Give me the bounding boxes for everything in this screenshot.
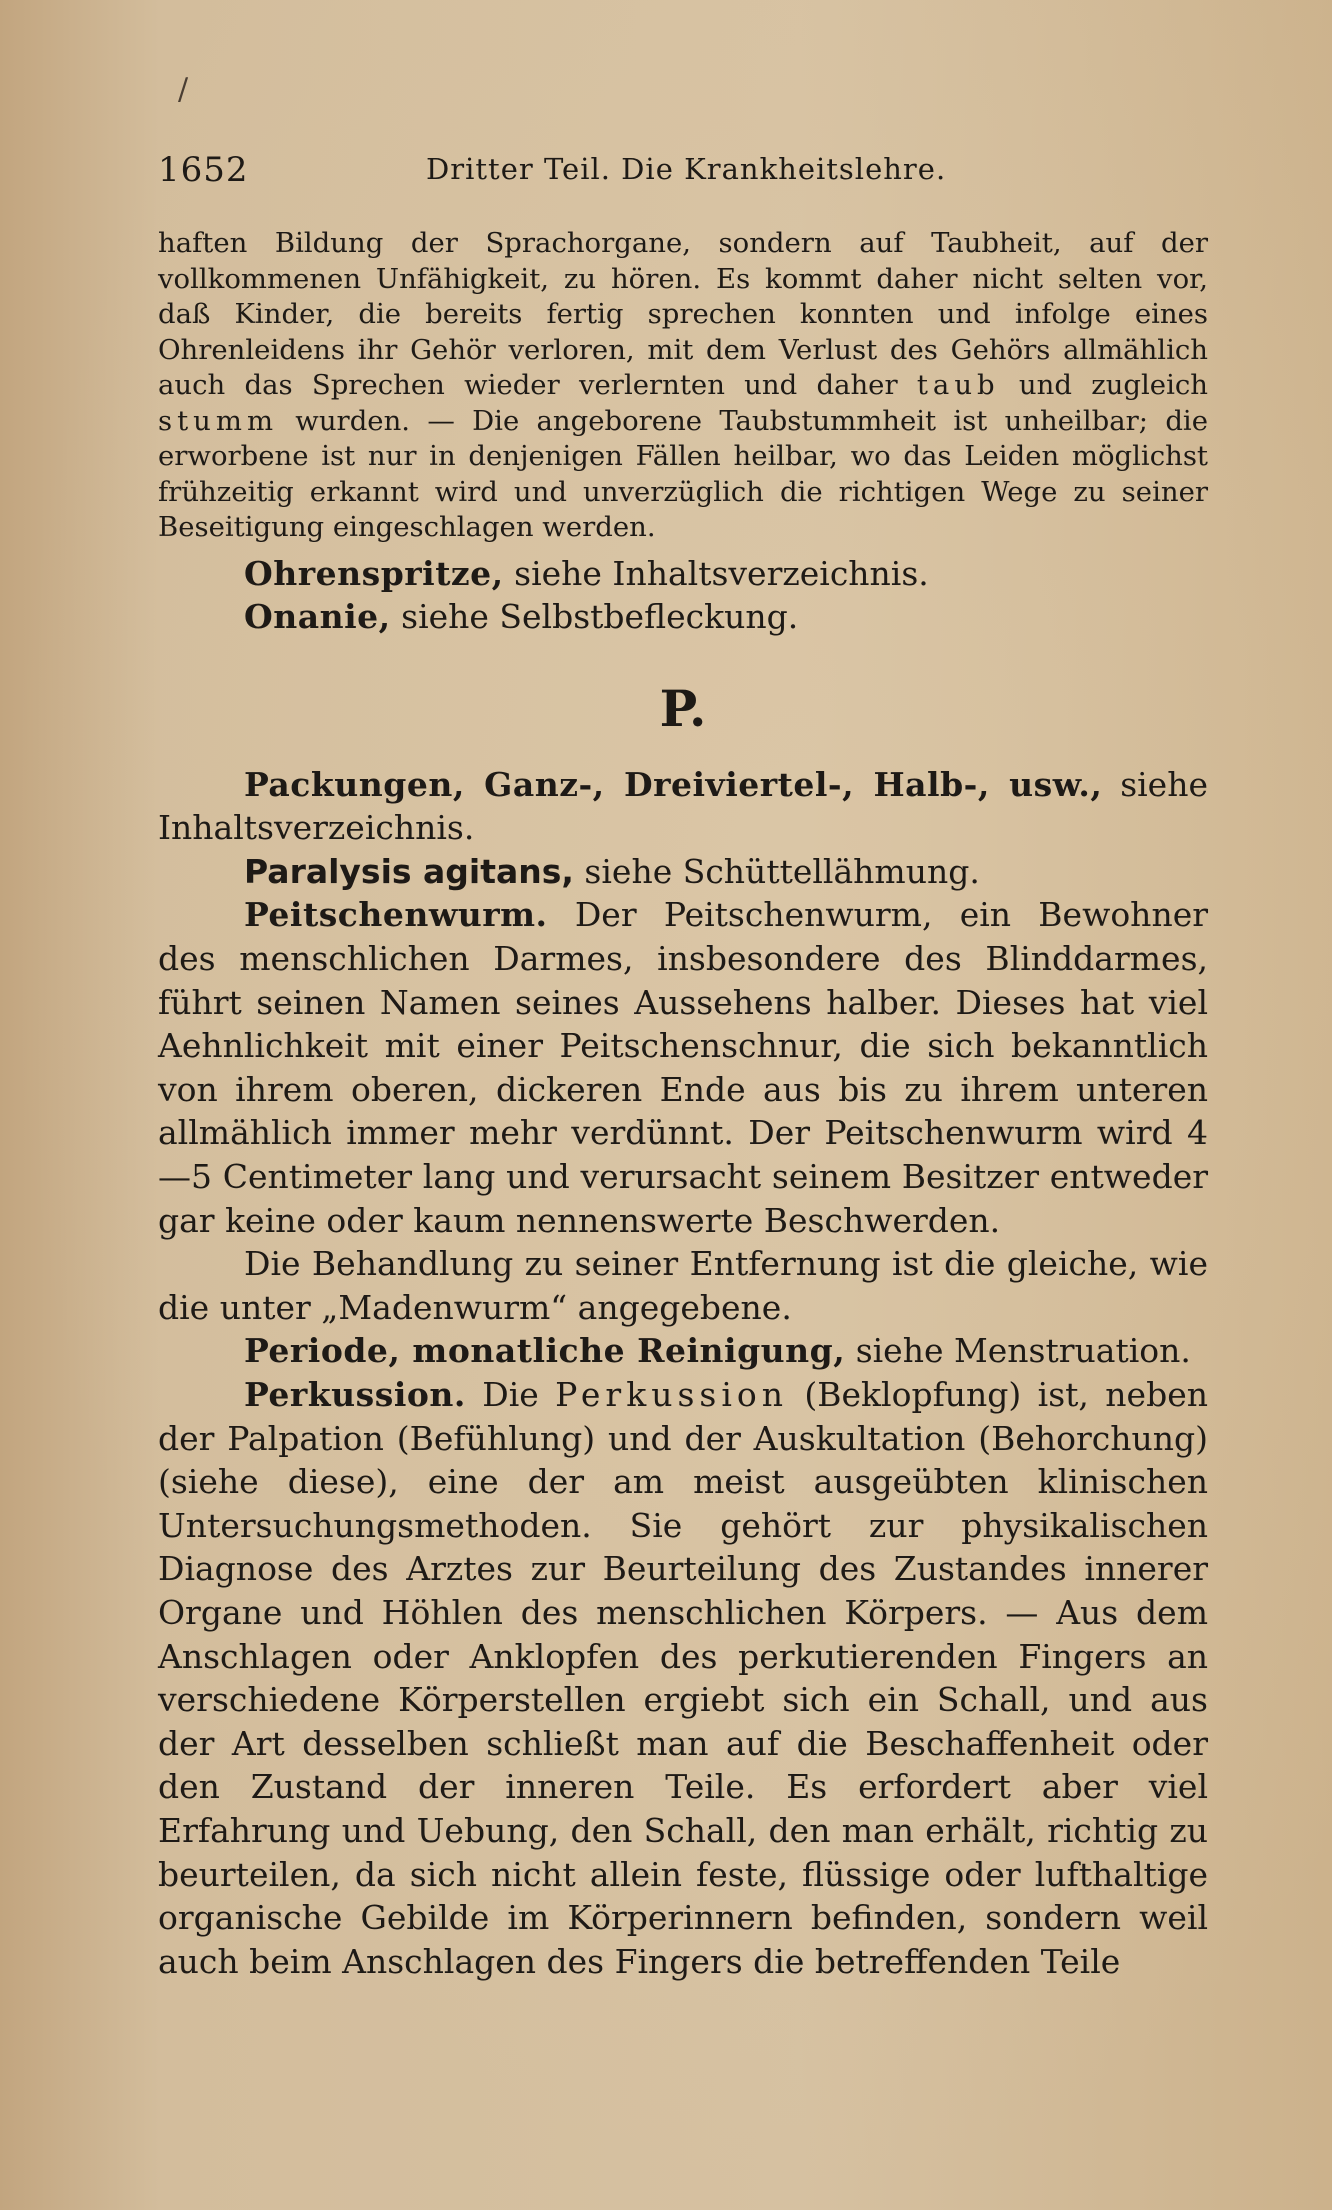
running-head [158, 150, 1208, 190]
page-body [158, 226, 1208, 1983]
entry-periode [158, 1329, 1208, 1373]
entry-text: Der Peitschenwurm, ein Bewohner des menschlichen Darmes, insbesondere des Blinddarmes, führt seinen Namen seines Aussehens halber. Dieses hat viel Aehnlichkeit mit einer Peitschenschnur, die sich bekanntlich von ihrem oberen, dickeren Ende aus bis zu ihrem unteren allmählich immer mehr verdünnt. Der Peitschenwurm wird 4—5 Centimeter lang und verursacht seinem Besitzer entweder gar keine oder kaum nennenswerte Beschwerden. [158, 895, 1208, 1240]
entry-peitschenwurm [158, 893, 1208, 1242]
paragraph-text: wurden. — Die angeborene Taubstummheit ist unheilbar; die erworbene ist nur in denjenigen Fällen heilbar, wo das Leiden möglichst frühzeitig erkannt wird und unverzüglich die richtigen Wege zu seiner Beseitigung eingeschlagen werden. [158, 404, 1208, 543]
emphasis-stumm: stumm [158, 404, 279, 437]
entry-text: siehe Selbstbefleckung. [390, 597, 799, 637]
entry-headword: Perkussion. [244, 1375, 466, 1414]
entry-onanie [158, 595, 1208, 639]
entry-text: siehe Menstruation. [845, 1331, 1191, 1371]
entry-headword: Peitschenwurm. [244, 895, 548, 935]
emphasis-taub: taub [916, 369, 1000, 401]
running-title: Dritter Teil. Die Krankheitslehre. [426, 152, 947, 186]
emphasis-perkussion: Perkussion [555, 1375, 788, 1414]
entry-headword: Onanie, [244, 597, 391, 637]
entry-text: Die [465, 1375, 556, 1414]
entry-headword: Paralysis agitans, [244, 851, 574, 891]
entry-text: siehe Schüttellähmung. [573, 851, 980, 891]
page-number: 1652 [158, 150, 249, 190]
paragraph-taubstummheit [158, 226, 1208, 546]
paragraph-text: haften Bildung der Sprachorgane, sondern auf Taubheit, auf der vollkommenen Unfähigkeit, zu hören. Es kommt daher nicht selten vor, daß Kinder, die bereits fertig sprechen konnten und infolge eines Ohrenleidens ihr Gehör verloren, mit dem Verlust des Gehörs allmählich auch das Sprechen wieder verlernten und daher [158, 227, 1208, 401]
margin-mark: / [178, 72, 189, 107]
entry-text: (Beklopfung) ist, neben der Palpation (Befühlung) und der Auskultation (Behorchung) (siehe diese), eine der am meist ausgeübten klinischen Untersuchungsmethoden. Sie gehört zur physikalischen Diagnose des Arztes zur Beurteilung des Zustandes innerer Organe und Höhlen des menschlichen Körpers. — Aus dem Anschlagen oder Anklopfen des perkutierenden Fingers an verschiedene Körperstellen ergiebt sich ein Schall, und aus der Art desselben schließt man auf die Beschaffenheit oder den Zustand der inneren Teile. Es erfordert aber viel Erfahrung und Uebung, den Schall, den man erhält, richtig zu beurteilen, da sich nicht allein feste, flüssige oder lufthaltige organische Gebilde im Körperinnern befinden, sondern weil auch beim Anschlagen des Fingers die betreffenden Teile [158, 1375, 1208, 1981]
entry-perkussion [158, 1373, 1208, 1983]
entry-paralysis [158, 850, 1208, 894]
entry-headword: Ohrenspritze, [244, 553, 504, 593]
entry-headword: Packungen, Ganz-, Dreiviertel-, Halb-, usw., [244, 764, 1103, 804]
entry-ohrenspritze [158, 552, 1208, 596]
entry-headword: Periode, monatliche Reinigung, [244, 1331, 846, 1371]
section-letter: P. [659, 678, 707, 738]
entry-text: siehe Inhaltsverzeichnis. [158, 764, 1208, 848]
entry-packungen [158, 763, 1208, 850]
paragraph-behandlung: Die Behandlung zu seiner Entfernung ist die gleiche, wie die unter „Madenwurm“ angegebene. [158, 1244, 1208, 1327]
entry-text: siehe Inhaltsverzeichnis. [503, 553, 929, 593]
paragraph-text: und zugleich [999, 369, 1208, 401]
